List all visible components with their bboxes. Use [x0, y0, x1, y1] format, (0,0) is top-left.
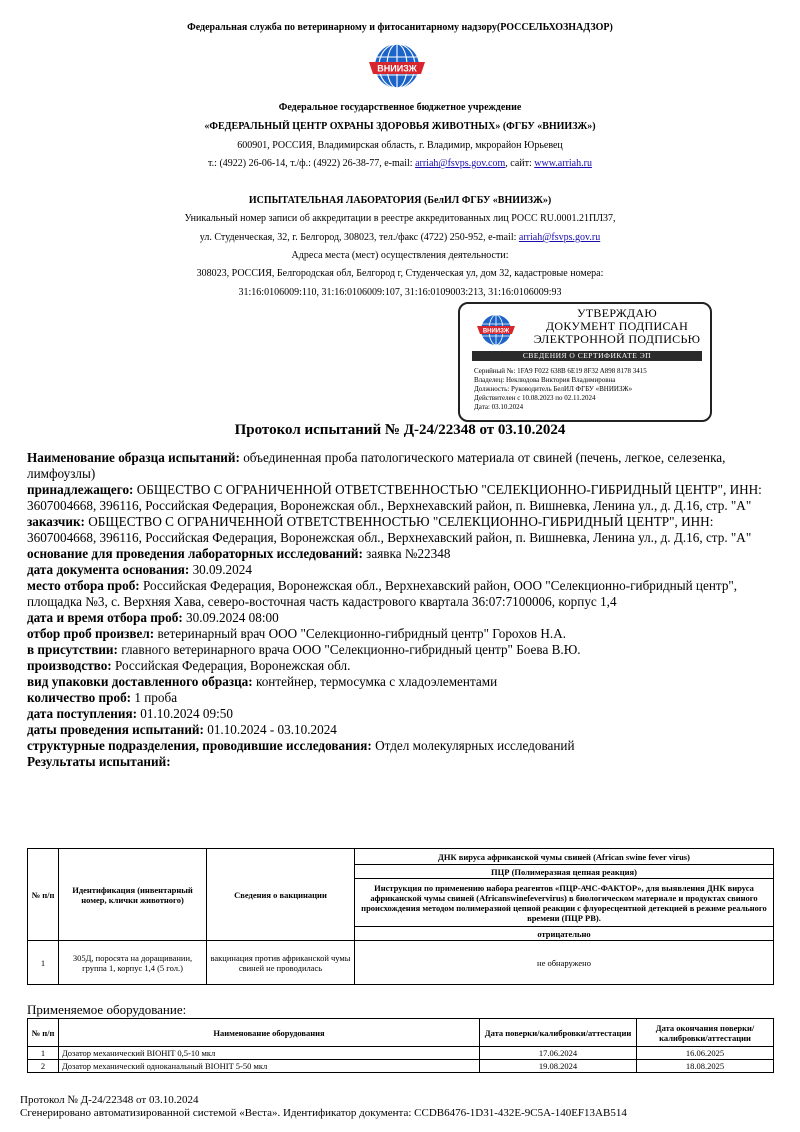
field-label: дата и время отбора проб:: [27, 610, 183, 625]
equipment-cell-end: 16.06.2025: [637, 1047, 774, 1060]
field-sample-count: [27, 690, 772, 706]
field-test-dates: [27, 722, 772, 738]
results-table: [27, 848, 774, 985]
lab-accreditation: Уникальный номер записи об аккредитации в реестре аккредитованных лиц РОСС RU.0001.21ПЛ37,: [184, 213, 616, 224]
institution-type: Федеральное государственное бюджетное учреждение: [278, 102, 522, 113]
field-value: 30.09.2024 08:00: [182, 610, 279, 625]
results-cell-vaccination: вакцинация против африканской чумы свиней не проводилась: [207, 941, 355, 985]
contacts-email-link[interactable]: arriah@fsvps.gov.com: [415, 158, 506, 169]
protocol-fields: [27, 450, 772, 770]
table-row: [28, 941, 774, 985]
results-header-id: Идентификация (инвентарный номер, клички животного): [59, 849, 207, 941]
stamp-line2: ДОКУМЕНТ ПОДПИСАН: [545, 319, 689, 333]
lab-activity-line1: 308023, РОССИЯ, Белгородская обл, Белгород г, Студенческая ул, дом 32, кадастровые номера:: [196, 268, 604, 279]
field-value: Отдел молекулярных исследований: [371, 738, 575, 753]
field-value: 1 проба: [131, 690, 178, 705]
field-label: дата документа основания:: [27, 562, 190, 577]
stamp-logo-text: ВНИИЗЖ: [482, 328, 510, 335]
vniizzh-logo: [363, 40, 431, 96]
field-value: ОБЩЕСТВО С ОГРАНИЧЕННОЙ ОТВЕТСТВЕННОСТЬЮ "СЕЛЕКЦИОННО-ГИБРИДНЫЙ ЦЕНТР", ИНН: 3607004668, 396116, Российская Федерация, Воронежская обл., Верхнехавский район, п. Вишневка, Ленина ул., д. Д.16, стр. "А": [27, 482, 762, 513]
field-received-date: [27, 706, 772, 722]
field-departments: [27, 738, 772, 754]
equipment-cell-num: 2: [28, 1060, 59, 1073]
field-value: Российская Федерация, Воронежская обл.: [111, 658, 351, 673]
field-value: ветеринарный врач ООО "Селекционно-гибридный центр" Горохов Н.А.: [154, 626, 567, 641]
lab-address-text: ул. Студенческая, 32, г. Белгород, 308023, тел./факс (4722) 250-952, e-mail:: [199, 232, 519, 243]
field-value: Российская Федерация, Воронежская обл., Верхнехавский район, ООО "Селекционно-гибридный центр", площадка №3, с. Верхняя Хава, северо-восточная часть кадастрового квартала 36:07:7100006, корпус 1,4: [27, 578, 738, 609]
field-sampled-by: [27, 626, 772, 642]
field-sampling-place: [27, 578, 772, 610]
field-label: место отбора проб:: [27, 578, 140, 593]
stamp-owner: Владелец: Неклюдова Виктория Владимировна: [474, 376, 616, 384]
field-label: дата поступления:: [27, 706, 137, 721]
footer-protocol: Протокол № Д-24/22348 от 03.10.2024: [20, 1094, 199, 1106]
electronic-signature-stamp: [458, 302, 712, 422]
contacts-site-link[interactable]: www.arriah.ru: [534, 158, 592, 169]
contacts-site-prefix: , сайт:: [505, 158, 535, 169]
equipment-header-date: Дата поверки/калибровки/аттестации: [480, 1019, 637, 1047]
contacts-text: т.: (4922) 26-06-14, т./ф.: (4922) 26-38-77, e-mail:: [208, 158, 416, 169]
stamp-valid: Действителен с 10.08.2023 по 02.11.2024: [474, 394, 596, 402]
equipment-cell-end: 18.08.2025: [637, 1060, 774, 1073]
stamp-logo: [474, 312, 518, 348]
field-in-presence: [27, 642, 772, 658]
lab-activity-title: Адреса места (мест) осуществления деятельности:: [291, 250, 509, 261]
field-label: производство:: [27, 658, 112, 673]
equipment-caption: Применяемое оборудование:: [27, 1002, 187, 1017]
equipment-header-num: № п/п: [28, 1019, 59, 1047]
field-value: ОБЩЕСТВО С ОГРАНИЧЕННОЙ ОТВЕТСТВЕННОСТЬЮ "СЕЛЕКЦИОННО-ГИБРИДНЫЙ ЦЕНТР", ИНН: 3607004668, 396116, Российская Федерация, Воронежская обл., Верхнехавский район, п. Вишневка, Ленина ул., д. Д.16, стр. "А": [27, 514, 752, 545]
agency-name: Федеральная служба по ветеринарному и фитосанитарному надзору(РОССЕЛЬХОЗНАДЗОР): [187, 22, 613, 33]
field-label: основание для проведения лабораторных исследований:: [27, 546, 363, 561]
equipment-header-name: Наименование оборудования: [59, 1019, 480, 1047]
field-value: 01.10.2024 - 03.10.2024: [203, 722, 337, 737]
field-label: заказчик:: [27, 514, 85, 529]
equipment-cell-name: Дозатор механический одноканальный BIOHIT 5-50 мкл: [59, 1060, 480, 1073]
field-label: вид упаковки доставленного образца:: [27, 674, 253, 689]
results-header-norm: отрицательно: [355, 927, 774, 941]
equipment-header-end: Дата окончания поверки/калибровки/аттестации: [637, 1019, 774, 1047]
equipment-cell-date: 17.06.2024: [480, 1047, 637, 1060]
stamp-cert-bar: СВЕДЕНИЯ О СЕРТИФИКАТЕ ЭП: [472, 351, 702, 361]
field-sampling-datetime: [27, 610, 772, 626]
results-header-num: № п/п: [28, 849, 59, 941]
logo-text: ВНИИЗЖ: [377, 63, 417, 74]
equipment-table: [27, 1018, 774, 1073]
institution-name: «ФЕДЕРАЛЬНЫЙ ЦЕНТР ОХРАНЫ ЗДОРОВЬЯ ЖИВОТНЫХ» (ФГБУ «ВНИИЗЖ»): [204, 121, 596, 132]
lab-activity-line2: 31:16:0106009:110, 31:16:0106009:107, 31:16:0109003:213, 31:16:0106009:93: [238, 287, 562, 298]
results-cell-id: 305Д, поросята на доращивании, группа 1, корпус 1,4 (5 гол.): [59, 941, 207, 985]
stamp-title: [524, 307, 710, 346]
table-row: [28, 1047, 774, 1060]
lab-address: [0, 232, 800, 244]
page-footer: [20, 1094, 627, 1120]
results-cell-num: 1: [28, 941, 59, 985]
lab-name: ИСПЫТАТЕЛЬНАЯ ЛАБОРАТОРИЯ (БелИЛ ФГБУ «ВНИИЗЖ»): [248, 195, 552, 206]
field-sample-name: [27, 450, 772, 482]
field-label: структурные подразделения, проводившие исследования:: [27, 738, 372, 753]
field-label: Наименование образца испытаний:: [27, 450, 240, 465]
results-cell-result: не обнаружено: [355, 941, 774, 985]
field-owner: [27, 482, 772, 514]
institution-address: 600901, РОССИЯ, Владимирская область, г. Владимир, мкрорайон Юрьевец: [237, 140, 563, 151]
stamp-serial: Серийный №: 1FA9 F022 638B 6E19 8F32 A898 8178 3415: [474, 367, 647, 375]
equipment-cell-name: Дозатор механический BIOHIT 0,5-10 мкл: [59, 1047, 480, 1060]
field-packaging: [27, 674, 772, 690]
stamp-line3: ЭЛЕКТРОННОЙ ПОДПИСЬЮ: [533, 332, 701, 346]
equipment-cell-num: 1: [28, 1047, 59, 1060]
field-value: контейнер, термосумка с хладоэлементами: [252, 674, 498, 689]
field-value: главного ветеринарного врача ООО "Селекционно-гибридный центр" Боева В.Ю.: [117, 642, 581, 657]
field-label: Результаты испытаний:: [27, 754, 171, 769]
results-header-instruction: Инструкция по применению набора реагентов «ПЦР-АЧС-ФАКТОР», для выявления ДНК вируса африканской чумы свиней (Africanswinefevervirus) в биологическом материале и продуктах свиного происхождения методом полимеразной цепной реакции с флуоресцентной детекцией в режиме реального времени (ПЦР РВ).: [355, 879, 774, 927]
field-basis-date: [27, 562, 772, 578]
field-label: отбор проб произвел:: [27, 626, 155, 641]
field-results-heading: [27, 754, 772, 770]
field-value: заявка №22348: [362, 546, 451, 561]
field-label: количество проб:: [27, 690, 132, 705]
stamp-line1: УТВЕРЖДАЮ: [576, 306, 658, 320]
field-production: [27, 658, 772, 674]
field-value: 01.10.2024 09:50: [136, 706, 233, 721]
equipment-cell-date: 19.08.2024: [480, 1060, 637, 1073]
footer-generated: Сгенерировано автоматизированной системой «Веста». Идентификатор документа: CCDB6476-1D31-432E-9C5A-140EF13AB514: [20, 1107, 627, 1119]
field-label: даты проведения испытаний:: [27, 722, 204, 737]
results-header-method: ПЦР (Полимеразная цепная реакция): [355, 865, 774, 879]
field-label: принадлежащего:: [27, 482, 134, 497]
institution-contacts: [0, 158, 800, 170]
results-header-target: ДНК вируса африканской чумы свиней (African swine fever virus): [355, 849, 774, 865]
stamp-position: Должность: Руководитель БелИЛ ФГБУ «ВНИИЗЖ»: [474, 385, 633, 393]
stamp-date: Дата: 03.10.2024: [474, 403, 524, 411]
field-basis: [27, 546, 772, 562]
field-customer: [27, 514, 772, 546]
table-row: [28, 1060, 774, 1073]
lab-email-link[interactable]: arriah@fsvps.gov.ru: [518, 232, 601, 243]
results-header-vaccination: Сведения о вакцинации: [207, 849, 355, 941]
field-value: объединенная проба патологического материала от свиней (печень, легкое, селезенка, лимфоузлы): [27, 450, 726, 481]
field-value: 30.09.2024: [189, 562, 252, 577]
protocol-title: Протокол испытаний № Д-24/22348 от 03.10.2024: [234, 422, 566, 438]
field-label: в присутствии:: [27, 642, 118, 657]
